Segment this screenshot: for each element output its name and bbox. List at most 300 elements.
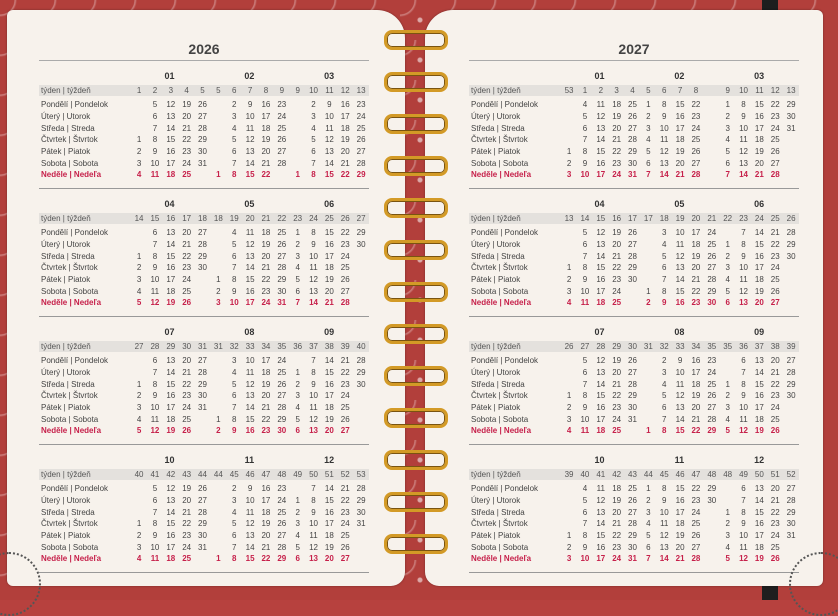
date-cell[interactable]: 14 [309, 298, 318, 308]
date-cell[interactable]: 10 [659, 507, 669, 517]
date-cell[interactable]: 15 [754, 379, 764, 389]
date-cell[interactable]: 17 [261, 112, 271, 122]
date-cell[interactable]: 5 [232, 379, 237, 389]
date-cell[interactable]: 22 [770, 240, 780, 250]
date-cell[interactable]: 18 [261, 368, 271, 378]
date-cell[interactable]: 23 [612, 275, 622, 285]
date-cell[interactable]: 23 [277, 100, 287, 110]
date-cell[interactable]: 6 [582, 123, 588, 133]
date-cell[interactable]: 28 [198, 240, 207, 250]
date-cell[interactable]: 14 [245, 158, 255, 168]
date-cell[interactable]: 24 [612, 554, 622, 564]
date-cell[interactable]: 16 [675, 298, 685, 308]
date-cell[interactable]: 16 [324, 507, 334, 517]
date-cell[interactable]: 15 [324, 368, 334, 378]
date-cell[interactable]: 17 [596, 414, 606, 424]
date-cell[interactable]: 12 [596, 228, 606, 238]
date-cell[interactable]: 4 [295, 403, 300, 413]
date-cell[interactable]: 29 [707, 286, 717, 296]
date-cell[interactable]: 4 [232, 368, 237, 378]
date-cell[interactable]: 22 [261, 275, 271, 285]
date-cell[interactable]: 4 [136, 414, 142, 424]
date-cell[interactable]: 23 [707, 356, 717, 366]
date-cell[interactable]: 25 [356, 123, 366, 133]
date-cell[interactable]: 31 [628, 414, 637, 424]
date-cell[interactable]: 14 [659, 170, 669, 180]
date-cell[interactable]: 26 [628, 356, 637, 366]
date-cell[interactable]: 28 [277, 542, 287, 552]
date-cell[interactable]: 25 [691, 135, 701, 145]
date-cell[interactable]: 16 [754, 251, 764, 261]
date-cell[interactable]: 30 [786, 112, 796, 122]
date-cell[interactable]: 23 [356, 100, 366, 110]
date-cell[interactable]: 23 [182, 147, 192, 157]
date-cell[interactable]: 24 [612, 414, 622, 424]
date-cell[interactable]: 22 [612, 147, 622, 157]
date-cell[interactable]: 10 [309, 391, 318, 401]
date-cell[interactable]: 12 [596, 356, 606, 366]
date-cell[interactable]: 31 [628, 554, 637, 564]
date-cell[interactable]: 24 [340, 519, 350, 529]
date-cell[interactable]: 3 [566, 554, 572, 564]
date-cell[interactable]: 15 [245, 275, 255, 285]
date-cell[interactable]: 26 [198, 100, 207, 110]
date-cell[interactable]: 21 [691, 275, 701, 285]
date-cell[interactable]: 24 [707, 368, 717, 378]
date-cell[interactable]: 16 [596, 542, 606, 552]
date-cell[interactable]: 12 [309, 542, 318, 552]
date-cell[interactable]: 7 [662, 414, 667, 424]
date-cell[interactable]: 17 [166, 275, 176, 285]
date-cell[interactable]: 17 [261, 356, 271, 366]
date-cell[interactable]: 15 [675, 100, 685, 110]
date-cell[interactable]: 4 [295, 531, 300, 541]
date-cell[interactable]: 18 [754, 135, 764, 145]
date-cell[interactable]: 2 [725, 519, 730, 529]
date-cell[interactable]: 22 [691, 484, 701, 494]
date-cell[interactable]: 14 [675, 275, 685, 285]
date-cell[interactable]: 11 [675, 240, 685, 250]
date-cell[interactable]: 3 [662, 228, 667, 238]
date-cell[interactable]: 11 [309, 263, 318, 273]
date-cell[interactable]: 16 [166, 391, 176, 401]
date-cell[interactable]: 12 [675, 251, 685, 261]
date-cell[interactable]: 17 [754, 263, 764, 273]
date-cell[interactable]: 1 [295, 368, 300, 378]
date-cell[interactable]: 6 [646, 158, 651, 168]
date-cell[interactable]: 21 [182, 507, 192, 517]
date-cell[interactable]: 15 [245, 414, 255, 424]
date-cell[interactable]: 15 [754, 507, 764, 517]
date-cell[interactable]: 9 [311, 240, 316, 250]
date-cell[interactable]: 31 [198, 403, 207, 413]
date-cell[interactable]: 20 [261, 147, 271, 157]
date-cell[interactable]: 16 [754, 519, 764, 529]
date-cell[interactable]: 4 [295, 263, 300, 273]
date-cell[interactable]: 30 [356, 507, 366, 517]
date-cell[interactable]: 14 [324, 158, 334, 168]
date-cell[interactable]: 1 [566, 263, 572, 273]
date-cell[interactable]: 22 [340, 368, 350, 378]
date-cell[interactable]: 3 [566, 286, 572, 296]
date-cell[interactable]: 10 [580, 170, 590, 180]
date-cell[interactable]: 4 [232, 123, 237, 133]
date-cell[interactable]: 19 [691, 391, 701, 401]
date-cell[interactable]: 15 [324, 496, 334, 506]
date-cell[interactable]: 9 [741, 112, 746, 122]
date-cell[interactable]: 9 [582, 275, 588, 285]
date-cell[interactable]: 17 [245, 298, 255, 308]
date-cell[interactable]: 17 [324, 251, 334, 261]
date-cell[interactable]: 18 [340, 123, 350, 133]
date-cell[interactable]: 25 [612, 426, 622, 436]
date-cell[interactable]: 5 [311, 135, 316, 145]
date-cell[interactable]: 9 [152, 531, 158, 541]
date-cell[interactable]: 1 [646, 286, 651, 296]
date-cell[interactable]: 18 [166, 414, 176, 424]
date-cell[interactable]: 19 [261, 240, 271, 250]
date-cell[interactable]: 5 [646, 531, 651, 541]
date-cell[interactable]: 8 [662, 286, 667, 296]
date-cell[interactable]: 13 [166, 496, 176, 506]
date-cell[interactable]: 15 [596, 391, 606, 401]
date-cell[interactable]: 2 [646, 496, 651, 506]
date-cell[interactable]: 22 [182, 379, 192, 389]
date-cell[interactable]: 25 [182, 286, 192, 296]
date-cell[interactable]: 13 [245, 251, 255, 261]
date-cell[interactable]: 27 [770, 158, 780, 168]
date-cell[interactable]: 1 [725, 240, 730, 250]
date-cell[interactable]: 6 [582, 507, 588, 517]
date-cell[interactable]: 27 [691, 542, 701, 552]
date-cell[interactable]: 15 [675, 484, 685, 494]
date-cell[interactable]: 12 [659, 531, 669, 541]
date-cell[interactable]: 28 [356, 158, 366, 168]
date-cell[interactable]: 3 [136, 542, 142, 552]
date-cell[interactable]: 28 [707, 414, 717, 424]
date-cell[interactable]: 5 [725, 286, 730, 296]
date-cell[interactable]: 6 [662, 403, 667, 413]
date-cell[interactable]: 6 [152, 496, 158, 506]
date-cell[interactable]: 4 [725, 414, 730, 424]
date-cell[interactable]: 16 [166, 531, 176, 541]
date-cell[interactable]: 26 [691, 147, 701, 157]
date-cell[interactable]: 14 [754, 228, 764, 238]
date-cell[interactable]: 16 [245, 286, 255, 296]
date-cell[interactable]: 21 [261, 542, 271, 552]
date-cell[interactable]: 30 [707, 496, 717, 506]
date-cell[interactable]: 21 [612, 251, 622, 261]
date-cell[interactable]: 6 [311, 147, 316, 157]
date-cell[interactable]: 8 [311, 228, 316, 238]
date-cell[interactable]: 5 [662, 251, 667, 261]
date-cell[interactable]: 8 [741, 507, 746, 517]
date-cell[interactable]: 5 [725, 554, 730, 564]
date-cell[interactable]: 1 [136, 135, 142, 145]
date-cell[interactable]: 28 [691, 554, 701, 564]
date-cell[interactable]: 24 [770, 123, 780, 133]
date-cell[interactable]: 20 [182, 228, 192, 238]
date-cell[interactable]: 24 [277, 112, 287, 122]
date-cell[interactable]: 24 [707, 228, 717, 238]
date-cell[interactable]: 25 [340, 403, 350, 413]
date-cell[interactable]: 25 [277, 368, 287, 378]
date-cell[interactable]: 24 [340, 391, 350, 401]
date-cell[interactable]: 19 [612, 228, 622, 238]
date-cell[interactable]: 29 [707, 426, 717, 436]
date-cell[interactable]: 15 [166, 519, 176, 529]
date-cell[interactable]: 12 [150, 426, 160, 436]
date-cell[interactable]: 11 [660, 519, 669, 529]
date-cell[interactable]: 7 [741, 228, 746, 238]
date-cell[interactable]: 25 [277, 228, 287, 238]
date-cell[interactable]: 10 [675, 368, 685, 378]
date-cell[interactable]: 15 [754, 240, 764, 250]
date-cell[interactable]: 14 [754, 368, 764, 378]
date-cell[interactable]: 1 [566, 147, 572, 157]
date-cell[interactable]: 27 [691, 158, 701, 168]
date-cell[interactable]: 2 [232, 484, 237, 494]
date-cell[interactable]: 26 [356, 135, 366, 145]
date-cell[interactable]: 23 [770, 251, 780, 261]
date-cell[interactable]: 9 [327, 100, 332, 110]
date-cell[interactable]: 15 [596, 263, 606, 273]
date-cell[interactable]: 16 [324, 379, 334, 389]
date-cell[interactable]: 14 [166, 240, 176, 250]
date-cell[interactable]: 26 [182, 298, 192, 308]
date-cell[interactable]: 22 [691, 100, 701, 110]
date-cell[interactable]: 19 [166, 298, 176, 308]
date-cell[interactable]: 23 [277, 484, 287, 494]
date-cell[interactable]: 30 [786, 519, 796, 529]
date-cell[interactable]: 3 [136, 275, 142, 285]
date-cell[interactable]: 7 [741, 368, 746, 378]
date-cell[interactable]: 15 [166, 251, 176, 261]
date-cell[interactable]: 29 [356, 368, 366, 378]
date-cell[interactable]: 24 [691, 123, 701, 133]
date-cell[interactable]: 8 [741, 240, 746, 250]
date-cell[interactable]: 20 [691, 403, 701, 413]
date-cell[interactable]: 6 [152, 356, 158, 366]
date-cell[interactable]: 21 [612, 519, 622, 529]
date-cell[interactable]: 13 [754, 356, 764, 366]
date-cell[interactable]: 18 [324, 263, 334, 273]
date-cell[interactable]: 11 [309, 403, 318, 413]
date-cell[interactable]: 6 [232, 251, 237, 261]
date-cell[interactable]: 16 [675, 112, 685, 122]
date-cell[interactable]: 15 [166, 379, 176, 389]
date-cell[interactable]: 10 [580, 414, 590, 424]
date-cell[interactable]: 31 [786, 123, 796, 133]
date-cell[interactable]: 5 [582, 112, 588, 122]
date-cell[interactable]: 14 [596, 519, 606, 529]
date-cell[interactable]: 9 [152, 263, 158, 273]
date-cell[interactable]: 7 [311, 356, 316, 366]
date-cell[interactable]: 30 [628, 158, 637, 168]
date-cell[interactable]: 20 [612, 368, 622, 378]
date-cell[interactable]: 11 [675, 379, 685, 389]
date-cell[interactable]: 7 [582, 251, 588, 261]
date-cell[interactable]: 5 [136, 426, 142, 436]
date-cell[interactable]: 8 [311, 170, 316, 180]
date-cell[interactable]: 20 [261, 391, 271, 401]
date-cell[interactable]: 14 [166, 507, 176, 517]
date-cell[interactable]: 22 [612, 263, 622, 273]
date-cell[interactable]: 17 [754, 531, 764, 541]
date-cell[interactable]: 25 [628, 100, 637, 110]
date-cell[interactable]: 5 [662, 391, 667, 401]
date-cell[interactable]: 1 [566, 531, 572, 541]
date-cell[interactable]: 11 [580, 426, 590, 436]
date-cell[interactable]: 16 [261, 484, 271, 494]
date-cell[interactable]: 20 [340, 147, 350, 157]
date-cell[interactable]: 16 [691, 356, 701, 366]
date-cell[interactable]: 14 [245, 542, 255, 552]
date-cell[interactable]: 1 [216, 554, 221, 564]
date-cell[interactable]: 7 [232, 542, 237, 552]
date-cell[interactable]: 23 [340, 240, 350, 250]
date-cell[interactable]: 7 [311, 158, 316, 168]
date-cell[interactable]: 31 [356, 519, 366, 529]
date-cell[interactable]: 12 [245, 240, 255, 250]
date-cell[interactable]: 29 [198, 251, 207, 261]
date-cell[interactable]: 25 [707, 240, 717, 250]
date-cell[interactable]: 9 [152, 391, 158, 401]
date-cell[interactable]: 3 [232, 356, 237, 366]
date-cell[interactable]: 4 [311, 123, 316, 133]
date-cell[interactable]: 1 [646, 426, 651, 436]
date-cell[interactable]: 9 [582, 542, 588, 552]
date-cell[interactable]: 9 [582, 403, 588, 413]
date-cell[interactable]: 24 [770, 531, 780, 541]
date-cell[interactable]: 5 [232, 135, 237, 145]
date-cell[interactable]: 27 [277, 391, 287, 401]
date-cell[interactable]: 29 [628, 263, 637, 273]
date-cell[interactable]: 3 [232, 112, 237, 122]
date-cell[interactable]: 2 [566, 275, 572, 285]
date-cell[interactable]: 18 [754, 542, 764, 552]
date-cell[interactable]: 13 [166, 228, 176, 238]
date-cell[interactable]: 21 [182, 123, 192, 133]
date-cell[interactable]: 9 [247, 484, 253, 494]
date-cell[interactable]: 9 [741, 251, 746, 261]
date-cell[interactable]: 11 [739, 542, 748, 552]
date-cell[interactable]: 13 [596, 240, 606, 250]
date-cell[interactable]: 19 [324, 275, 334, 285]
date-cell[interactable]: 5 [152, 484, 158, 494]
date-cell[interactable]: 23 [612, 158, 622, 168]
date-cell[interactable]: 9 [662, 298, 667, 308]
date-cell[interactable]: 10 [150, 542, 160, 552]
date-cell[interactable]: 26 [770, 426, 780, 436]
date-cell[interactable]: 27 [628, 507, 637, 517]
date-cell[interactable]: 29 [198, 135, 207, 145]
date-cell[interactable]: 25 [691, 519, 701, 529]
date-cell[interactable]: 20 [691, 263, 701, 273]
date-cell[interactable]: 26 [770, 147, 780, 157]
date-cell[interactable]: 27 [786, 356, 796, 366]
date-cell[interactable]: 3 [646, 123, 651, 133]
date-cell[interactable]: 2 [566, 403, 572, 413]
date-cell[interactable]: 22 [612, 531, 622, 541]
date-cell[interactable]: 29 [356, 170, 366, 180]
date-cell[interactable]: 13 [754, 484, 764, 494]
date-cell[interactable]: 21 [754, 170, 764, 180]
date-cell[interactable]: 3 [136, 403, 142, 413]
date-cell[interactable]: 9 [152, 147, 158, 157]
date-cell[interactable]: 17 [691, 228, 701, 238]
date-cell[interactable]: 23 [612, 542, 622, 552]
date-cell[interactable]: 5 [295, 275, 300, 285]
date-cell[interactable]: 2 [662, 356, 667, 366]
date-cell[interactable]: 9 [232, 286, 237, 296]
date-cell[interactable]: 19 [675, 147, 685, 157]
date-cell[interactable]: 11 [245, 368, 255, 378]
date-cell[interactable]: 8 [582, 391, 588, 401]
date-cell[interactable]: 21 [612, 379, 622, 389]
date-cell[interactable]: 19 [754, 286, 764, 296]
date-cell[interactable]: 11 [245, 507, 255, 517]
date-cell[interactable]: 9 [247, 100, 253, 110]
date-cell[interactable]: 8 [582, 531, 588, 541]
date-cell[interactable]: 13 [596, 507, 606, 517]
date-cell[interactable]: 26 [198, 484, 207, 494]
date-cell[interactable]: 17 [675, 123, 685, 133]
date-cell[interactable]: 16 [596, 158, 606, 168]
date-cell[interactable]: 24 [612, 286, 622, 296]
date-cell[interactable]: 12 [596, 496, 606, 506]
date-cell[interactable]: 24 [182, 542, 192, 552]
date-cell[interactable]: 5 [136, 298, 142, 308]
date-cell[interactable]: 20 [675, 158, 685, 168]
date-cell[interactable]: 8 [582, 263, 588, 273]
date-cell[interactable]: 27 [356, 147, 366, 157]
date-cell[interactable]: 11 [739, 275, 748, 285]
date-cell[interactable]: 5 [152, 100, 158, 110]
date-cell[interactable]: 27 [198, 496, 207, 506]
date-cell[interactable]: 23 [691, 298, 701, 308]
date-cell[interactable]: 13 [659, 158, 669, 168]
date-cell[interactable]: 19 [612, 112, 622, 122]
date-cell[interactable]: 30 [277, 286, 287, 296]
date-cell[interactable]: 22 [261, 414, 271, 424]
date-cell[interactable]: 15 [675, 426, 685, 436]
date-cell[interactable]: 28 [786, 496, 796, 506]
date-cell[interactable]: 13 [245, 391, 255, 401]
date-cell[interactable]: 10 [309, 251, 318, 261]
date-cell[interactable]: 5 [232, 519, 237, 529]
date-cell[interactable]: 9 [741, 391, 746, 401]
date-cell[interactable]: 22 [182, 251, 192, 261]
date-cell[interactable]: 11 [150, 170, 160, 180]
date-cell[interactable]: 25 [628, 484, 637, 494]
date-cell[interactable]: 19 [675, 531, 685, 541]
date-cell[interactable]: 31 [786, 531, 796, 541]
date-cell[interactable]: 25 [770, 542, 780, 552]
date-cell[interactable]: 20 [612, 123, 622, 133]
date-cell[interactable]: 23 [770, 519, 780, 529]
date-cell[interactable]: 27 [707, 403, 717, 413]
date-cell[interactable]: 24 [770, 263, 780, 273]
date-cell[interactable]: 9 [662, 496, 667, 506]
date-cell[interactable]: 20 [754, 158, 764, 168]
date-cell[interactable]: 22 [691, 426, 701, 436]
date-cell[interactable]: 29 [628, 531, 637, 541]
date-cell[interactable]: 8 [232, 170, 237, 180]
date-cell[interactable]: 19 [324, 414, 334, 424]
date-cell[interactable]: 2 [136, 531, 142, 541]
date-cell[interactable]: 18 [324, 531, 334, 541]
